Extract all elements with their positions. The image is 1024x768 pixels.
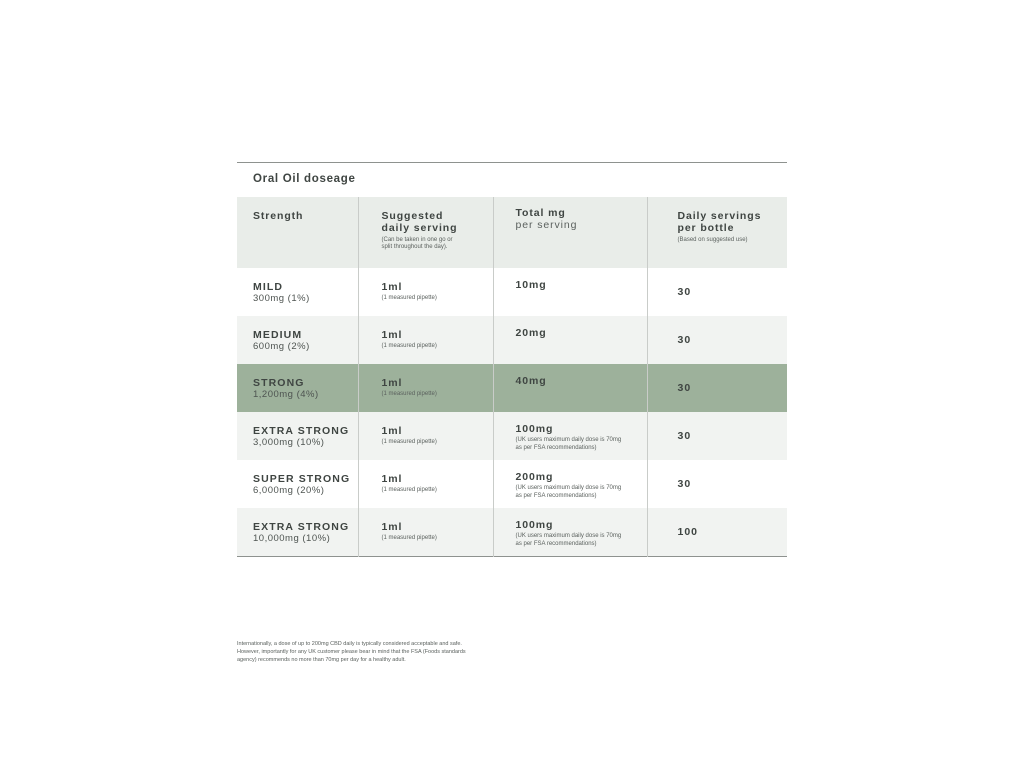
- daily-cell: [647, 412, 787, 460]
- header-daily: [647, 197, 787, 268]
- total-cell: [493, 508, 647, 556]
- header-serving-line2: daily serving: [381, 222, 458, 234]
- header-serving: [358, 197, 493, 268]
- serving-note: (1 measured pipette): [381, 343, 437, 349]
- header-total-line1: Total mg: [515, 207, 566, 219]
- strength-name: SUPER STRONG: [253, 473, 351, 485]
- header-strength: [237, 197, 358, 268]
- total-cell: [493, 268, 647, 316]
- strength-cell: [237, 412, 358, 460]
- daily-value: 100: [677, 526, 699, 538]
- daily-cell: [647, 316, 787, 364]
- table-row: [237, 508, 787, 556]
- strength-name: MILD: [253, 281, 284, 293]
- total-cell: [493, 412, 647, 460]
- total-value: 10mg: [515, 279, 547, 291]
- header-strength-label: Strength: [253, 210, 304, 222]
- daily-value: 30: [677, 286, 692, 298]
- header-total: [493, 197, 647, 268]
- serving-note: (1 measured pipette): [381, 295, 437, 301]
- table-row: [237, 268, 787, 316]
- strength-mg: 3,000mg (10%): [253, 437, 325, 448]
- serving-value: 1ml: [381, 425, 403, 437]
- strength-mg: 10,000mg (10%): [253, 533, 331, 544]
- dosage-table: [237, 197, 787, 557]
- table-row: [237, 316, 787, 364]
- total-cell: [493, 460, 647, 508]
- serving-cell: [358, 508, 493, 556]
- strength-name: EXTRA STRONG: [253, 521, 350, 533]
- total-note: (UK users maximum daily dose is 70mg as per FSA recommendations): [515, 485, 622, 499]
- page-title: Oral Oil doseage: [253, 173, 356, 185]
- strength-name: MEDIUM: [253, 329, 303, 341]
- daily-cell: [647, 508, 787, 556]
- total-note: (UK users maximum daily dose is 70mg as per FSA recommendations): [515, 533, 622, 547]
- strength-mg: 1,200mg (4%): [253, 389, 319, 400]
- header-daily-line2: per bottle: [677, 222, 735, 234]
- header-total-line2: per serving: [515, 219, 578, 231]
- serving-note: (1 measured pipette): [381, 487, 437, 493]
- total-cell: [493, 316, 647, 364]
- serving-cell: [358, 412, 493, 460]
- header-serving-note: (Can be taken in one go or split throughout the day).: [381, 237, 453, 250]
- daily-value: 30: [677, 478, 692, 490]
- table-row: [237, 412, 787, 460]
- serving-cell: [358, 316, 493, 364]
- serving-cell: [358, 268, 493, 316]
- header-daily-note: (Based on suggested use): [677, 237, 748, 243]
- header-daily-line1: Daily servings: [677, 210, 762, 222]
- serving-note: (1 measured pipette): [381, 535, 437, 541]
- serving-cell: [358, 364, 493, 412]
- serving-value: 1ml: [381, 329, 403, 341]
- daily-cell: [647, 364, 787, 412]
- footnote: Internationally, a dose of up to 200mg CBD daily is typically considered acceptable and safe. However, importantly for any UK customer please bear in mind that the FSA (Foods standards agency) recommends no more than 70mg per day for a healthy adult.: [237, 641, 466, 663]
- strength-cell: [237, 316, 358, 364]
- daily-value: 30: [677, 382, 692, 394]
- strength-mg: 6,000mg (20%): [253, 485, 325, 496]
- serving-value: 1ml: [381, 377, 403, 389]
- serving-value: 1ml: [381, 281, 403, 293]
- strength-mg: 300mg (1%): [253, 293, 310, 304]
- daily-cell: [647, 268, 787, 316]
- daily-cell: [647, 460, 787, 508]
- serving-note: (1 measured pipette): [381, 391, 437, 397]
- strength-cell: [237, 364, 358, 412]
- header-serving-line1: Suggested: [381, 210, 444, 222]
- total-value: 100mg: [515, 519, 554, 531]
- strength-cell: [237, 508, 358, 556]
- serving-cell: [358, 460, 493, 508]
- total-value: 200mg: [515, 471, 554, 483]
- strength-cell: [237, 460, 358, 508]
- strength-mg: 600mg (2%): [253, 341, 310, 352]
- table-row: [237, 460, 787, 508]
- daily-value: 30: [677, 430, 692, 442]
- total-value: 20mg: [515, 327, 547, 339]
- strength-name: STRONG: [253, 377, 305, 389]
- strength-cell: [237, 268, 358, 316]
- serving-value: 1ml: [381, 473, 403, 485]
- daily-value: 30: [677, 334, 692, 346]
- serving-note: (1 measured pipette): [381, 439, 437, 445]
- table-row-highlighted: [237, 364, 787, 412]
- total-note: (UK users maximum daily dose is 70mg as per FSA recommendations): [515, 437, 622, 451]
- total-cell: [493, 364, 647, 412]
- serving-value: 1ml: [381, 521, 403, 533]
- total-value: 40mg: [515, 375, 547, 387]
- table-header-row: [237, 197, 787, 268]
- dosage-document: [237, 162, 787, 557]
- strength-name: EXTRA STRONG: [253, 425, 350, 437]
- total-value: 100mg: [515, 423, 554, 435]
